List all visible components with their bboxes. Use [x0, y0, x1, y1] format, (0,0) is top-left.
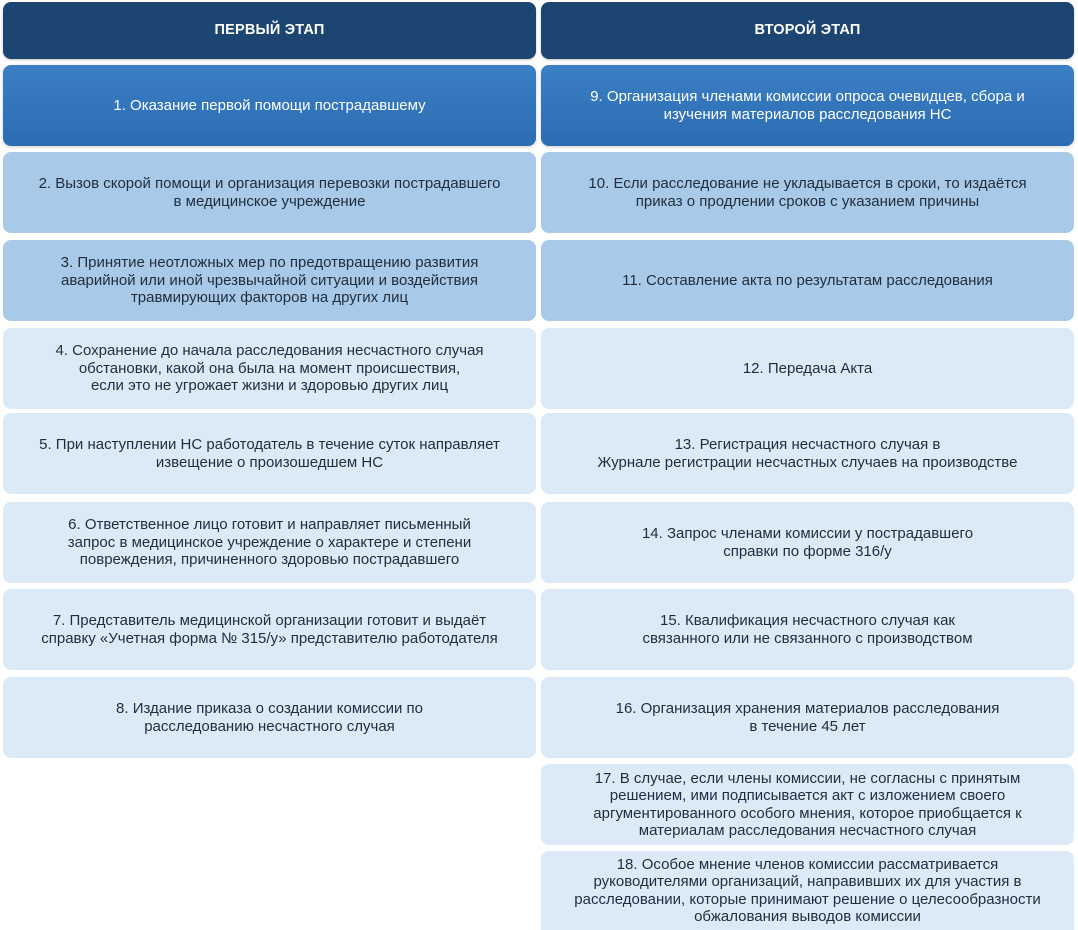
stage-two-step-11: 11. Составление акта по результатам расследования	[541, 240, 1074, 321]
stage-one-step-3: 3. Принятие неотложных мер по предотвращению развития аварийной или иной чрезвычайной ситуации и воздействия травмирующих факторов на других лиц	[3, 240, 536, 321]
stage-two-step-15: 15. Квалификация несчастного случая как связанного или не связанного с производством	[541, 589, 1074, 670]
stage-one-step-4: 4. Сохранение до начала расследования несчастного случая обстановки, какой она была на момент происшествия, если это не угрожает жизни и здоровью других лиц	[3, 328, 536, 409]
stage-two-step-9: 9. Организация членами комиссии опроса очевидцев, сбора и изучения материалов расследования НС	[541, 65, 1074, 146]
stage-one-step-7: 7. Представитель медицинской организации готовит и выдаёт справку «Учетная форма № 315/у» представителю работодателя	[3, 589, 536, 670]
stage-one-step-1: 1. Оказание первой помощи пострадавшему	[3, 65, 536, 146]
stage-two-step-10: 10. Если расследование не укладывается в сроки, то издаётся приказ о продлении сроков с указанием причины	[541, 152, 1074, 233]
stage-two-header: ВТОРОЙ ЭТАП	[541, 2, 1074, 59]
stage-two-step-14: 14. Запрос членами комиссии у пострадавшего справки по форме 316/у	[541, 502, 1074, 583]
stage-one-header: ПЕРВЫЙ ЭТАП	[3, 2, 536, 59]
stage-one-step-2: 2. Вызов скорой помощи и организация перевозки пострадавшего в медицинское учреждение	[3, 152, 536, 233]
stage-one-step-8: 8. Издание приказа о создании комиссии по расследованию несчастного случая	[3, 677, 536, 758]
stage-two-step-17: 17. В случае, если члены комиссии, не согласны с принятым решением, ими подписывается акт с изложением своего аргументированного особого мнения, которое приобщается к материалам расследования несчастного случая	[541, 764, 1074, 845]
stage-two-step-18: 18. Особое мнение членов комиссии рассматривается руководителями организаций, направивших их для участия в расследовании, которые принимают решение о целесообразности обжалования выводов комиссии	[541, 851, 1074, 930]
stage-two-step-16: 16. Организация хранения материалов расследования в течение 45 лет	[541, 677, 1074, 758]
stage-one-step-5: 5. При наступлении НС работодатель в течение суток направляет извещение о произошедшем НС	[3, 413, 536, 494]
stage-two-step-12: 12. Передача Акта	[541, 328, 1074, 409]
stage-one-step-6: 6. Ответственное лицо готовит и направляет письменный запрос в медицинское учреждение о характере и степени повреждения, причиненного здоровью пострадавшего	[3, 502, 536, 583]
stage-two-step-13: 13. Регистрация несчастного случая в Журнале регистрации несчастных случаев на производстве	[541, 413, 1074, 494]
